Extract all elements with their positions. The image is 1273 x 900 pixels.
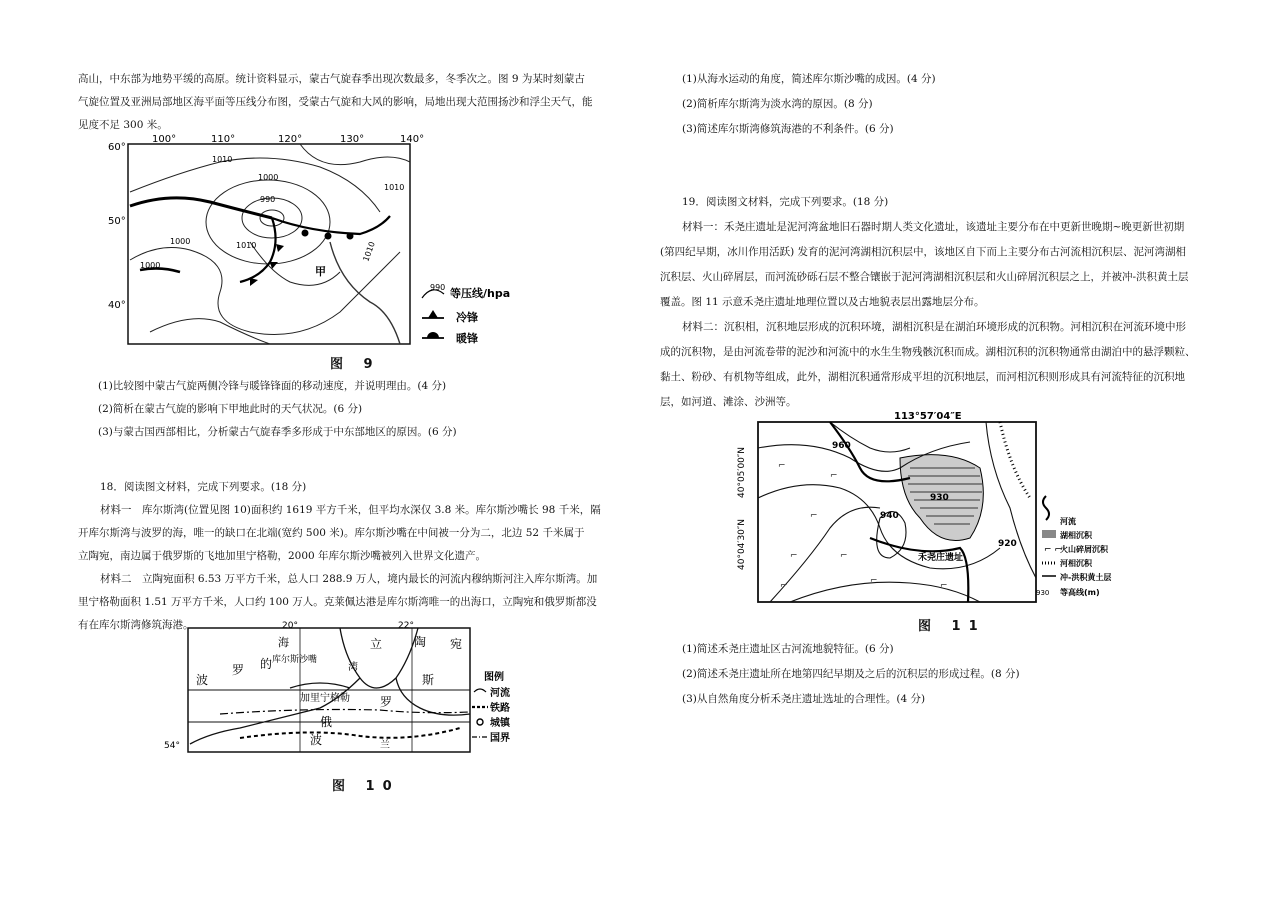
legend-river: 河流 <box>490 688 510 699</box>
map-text: 波 <box>310 733 323 747</box>
map-text: 陶 <box>414 635 427 649</box>
map-text: 立 <box>370 637 383 651</box>
legend-isobar: 等压线/hpa <box>450 287 511 300</box>
legend-railway: 铁路 <box>490 703 510 714</box>
map-text: 罗 <box>380 695 393 709</box>
left-column <box>78 68 606 137</box>
map-text: 库尔斯沙嘴 <box>272 655 318 665</box>
q19-questions <box>682 638 1202 711</box>
legend-item: 河相沉积 <box>1060 559 1092 568</box>
isobar-label: 1000 <box>170 237 191 246</box>
lon-label: 140° <box>400 134 425 145</box>
legend-item: 湖相沉积 <box>1060 531 1092 540</box>
q18-questions <box>682 68 1202 141</box>
question-line: (1)比较图中蒙古气旋两侧冷锋与暖锋锋面的移动速度，并说明理由。(4 分) <box>98 380 447 392</box>
contour-label: 940 <box>880 511 899 521</box>
river-icon <box>474 689 486 692</box>
figure-10-map <box>160 618 540 758</box>
intro-line: 见度不足 300 米。 <box>78 119 168 131</box>
legend-item: 冲-洪积黄土层 <box>1060 573 1112 582</box>
volcanic-icon: ⌐ ⌐ <box>1044 545 1062 555</box>
lake-deposit-icon <box>1042 530 1056 538</box>
material-line: 材料一：禾尧庄遗址是泥河湾盆地旧石器时期人类文化遗址，该遗址主要分布在中更新世晚期~晚更新世初期 <box>682 221 1185 233</box>
legend-item: 火山碎屑沉积 <box>1060 545 1108 554</box>
isobar-label: 1010 <box>361 240 377 263</box>
q18-material <box>78 476 608 637</box>
lat-label: 54° <box>164 741 180 751</box>
isobar-label: 1010 <box>212 155 233 164</box>
map-text: 波 <box>196 673 209 687</box>
legend-title: 图例 <box>484 672 504 683</box>
question-line: (2)简析库尔斯湾为淡水湾的原因。(8 分) <box>682 98 873 110</box>
question-line: (3)与蒙古国西部相比，分析蒙古气旋春季多形成于中东部地区的原因。(6 分) <box>98 426 457 438</box>
intro-line: 高山，中东部为地势平缓的高原。统计资料显示，蒙古气旋春季出现次数最多，冬季次之。图 9 为某时刻蒙古 <box>78 73 585 85</box>
legend-border: 国界 <box>490 733 510 744</box>
q17-questions <box>98 375 598 444</box>
svg-text:⌐: ⌐ <box>778 461 786 471</box>
map-text: 斯 <box>422 673 435 687</box>
map-text: 罗 <box>232 663 245 677</box>
lon-label: 130° <box>340 134 365 145</box>
svg-text:⌐: ⌐ <box>870 576 878 586</box>
q19-material <box>660 191 1205 414</box>
legend-value: 930 <box>1036 589 1050 597</box>
isobar-label: 1000 <box>258 173 279 182</box>
figure-11-caption: 图 11 <box>918 619 986 634</box>
lon-label: 20° <box>282 621 298 631</box>
map-text: 海 <box>278 636 289 649</box>
town-icon <box>477 719 483 725</box>
warm-front-icon <box>427 332 439 338</box>
legend-town: 城镇 <box>490 718 510 729</box>
svg-text:⌐: ⌐ <box>790 551 798 561</box>
svg-text:⌐: ⌐ <box>780 581 788 591</box>
isobar-label: 1000 <box>140 261 161 270</box>
lat-label: 50° <box>108 216 126 227</box>
material-line: 材料一 库尔斯湾(位置见图 10)面积约 1619 平方千米，但平均水深仅 3.8 米。库尔斯沙嘴长 98 千米，隔 <box>100 504 601 516</box>
lat-label: 40° <box>108 300 126 311</box>
isobar-label: 990 <box>260 195 276 204</box>
side-coordinate: 40°05′00″N <box>737 447 747 498</box>
question-line: (3)简述库尔斯湾修筑海港的不利条件。(6 分) <box>682 123 894 135</box>
lon-label: 120° <box>278 134 303 145</box>
material-line: 里宁格勒面积 1.51 万平方千米，人口约 100 万人。克莱佩达港是库尔斯湾唯一的出海口，立陶宛和俄罗斯都没 <box>78 596 597 608</box>
map-text: 俄 <box>320 715 333 729</box>
legend-value: 990 <box>430 283 446 292</box>
svg-text:⌐: ⌐ <box>840 551 848 561</box>
question-line: (1)简述禾尧庄遗址区古河流地貌特征。(6 分) <box>682 643 894 655</box>
material-line: 开库尔斯湾与波罗的海，唯一的缺口在北端(宽约 500 米)。库尔斯沙嘴在中间被一分为二，北边 52 千米属于 <box>78 527 585 539</box>
map-text: 的 <box>260 657 273 671</box>
map-text: 湾 <box>348 662 358 673</box>
material-line: 覆盖。图 11 示意禾尧庄遗址地理位置以及古地貌表层出露地层分布。 <box>660 296 985 308</box>
isobar-label: 1010 <box>236 241 257 250</box>
material-line: 层，如河道、滩涂、沙洲等。 <box>660 396 797 408</box>
site-label: 禾尧庄遗址 <box>918 553 964 563</box>
cold-front-icon <box>428 310 438 318</box>
map-text: 加里宁格勒 <box>300 693 350 704</box>
river-icon <box>1043 496 1049 520</box>
lon-label: 100° <box>152 134 177 145</box>
question-line: (3)从自然角度分析禾尧庄遗址选址的合理性。(4 分) <box>682 693 926 705</box>
contour-label: 930 <box>930 493 949 503</box>
question-line: (2)简述禾尧庄遗址所在地第四纪早期及之后的沉积层的形成过程。(8 分) <box>682 668 1020 680</box>
material-line: 成的沉积物，是由河流卷带的泥沙和河流中的水生生物残骸沉积而成。湖相沉积的沉积物通常由湖泊中的悬浮颗粒、 <box>660 346 1196 358</box>
material-line: 材料二：沉积相，沉积地层形成的沉积环境，湖相沉积是在湖泊环境形成的沉积物。河相沉积在河流环境中形 <box>682 321 1186 333</box>
question-line: (1)从海水运动的角度，简述库尔斯沙嘴的成因。(4 分) <box>682 73 936 85</box>
svg-text:⌐: ⌐ <box>810 511 818 521</box>
intro-line: 气旋位置及亚洲局部地区海平面等压线分布图，受蒙古气旋和大风的影响，局地出现大范围扬沙和浮尘天气，能 <box>78 96 593 108</box>
side-coordinate: 40°04′30″N <box>737 519 747 570</box>
legend-warm-front: 暖锋 <box>456 332 478 345</box>
figure-11-geologic-map <box>730 408 1112 608</box>
contour-label: 960 <box>832 441 851 451</box>
material-line: 材料二 立陶宛面积 6.53 万平方千米，总人口 288.9 万人，境内最长的河流内穆纳斯河注入库尔斯湾。加 <box>100 573 598 585</box>
question-title: 18．阅读图文材料，完成下列要求。(18 分) <box>100 481 307 493</box>
material-line: 立陶宛，南边属于俄罗斯的飞地加里宁格勒，2000 年库尔斯沙嘴被列入世界文化遗产。 <box>78 550 487 562</box>
lon-label: 22° <box>398 621 414 631</box>
svg-text:⌐: ⌐ <box>940 581 948 591</box>
isobar-label: 1010 <box>384 183 405 192</box>
material-line: 黏土、粉砂、有机物等组成，此外，湖相沉积通常形成平坦的沉积地层，而河相沉积则形成具有河流特征的沉积地 <box>660 371 1185 383</box>
place-label: 甲 <box>315 265 326 278</box>
material-line: 沉积层、火山碎屑层，而河流砂砾石层不整合镶嵌于泥河湾湖相沉积层和火山碎屑沉积层之上，并被冲-洪积黄土层 <box>660 271 1189 283</box>
legend-cold-front: 冷锋 <box>456 311 478 324</box>
legend-item: 河流 <box>1060 517 1076 526</box>
map-text: 宛 <box>450 637 463 651</box>
material-line: 有在库尔斯湾修筑海港。 <box>78 619 194 631</box>
lon-label: 110° <box>211 134 236 145</box>
figure-10-caption: 图 10 <box>332 779 400 794</box>
legend-item: 等高线(m) <box>1060 588 1100 597</box>
question-line: (2)简析在蒙古气旋的影响下甲地此时的天气状况。(6 分) <box>98 403 363 415</box>
material-line: (第四纪早期，冰川作用活跃) 发育的泥河湾湖相沉积层中，该地区自下而上主要分布古河流相沉积层、泥河湾湖相 <box>660 246 1187 258</box>
contour-label: 920 <box>998 539 1017 549</box>
map-text: 兰 <box>380 740 390 751</box>
lat-label: 60° <box>108 142 126 153</box>
figure-9-caption: 图 9 <box>330 357 381 372</box>
question-title: 19．阅读图文材料，完成下列要求。(18 分) <box>682 196 889 208</box>
top-coordinate: 113°57′04″E <box>894 411 962 422</box>
svg-text:⌐: ⌐ <box>830 471 838 481</box>
figure-9-isobar-map <box>100 132 560 374</box>
